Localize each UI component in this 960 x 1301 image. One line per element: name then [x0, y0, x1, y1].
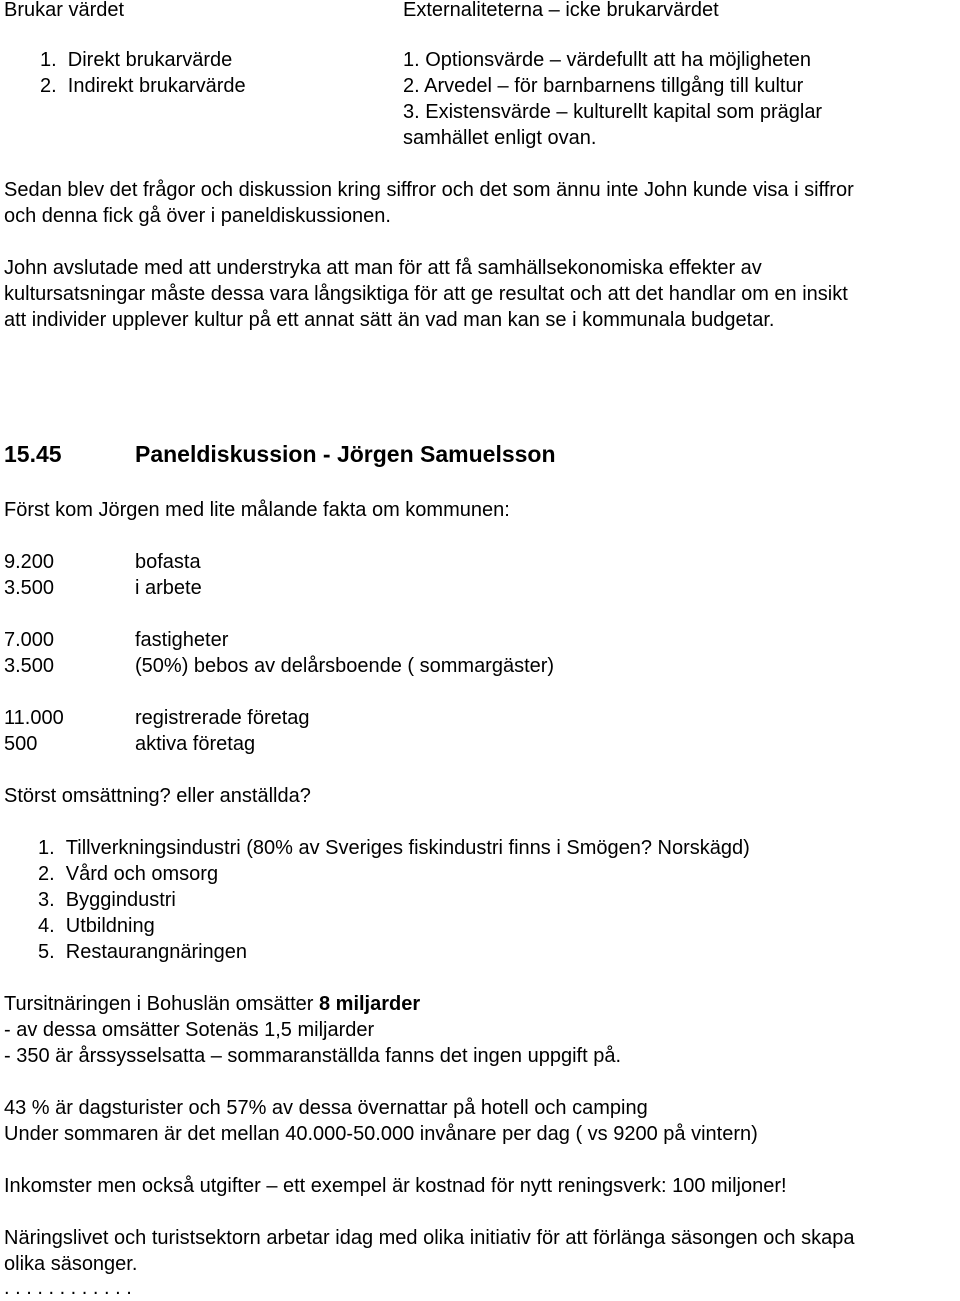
fact-number: 500 [4, 733, 38, 755]
left-item-2-text: Indirekt brukarvärde [67, 75, 246, 97]
tourism-line-2: - av dessa omsätter Sotenäs 1,5 miljarder [4, 1019, 375, 1041]
right-item-2-text: Arvedel – för barnbarnens tillgång till kultur [424, 75, 804, 97]
fact-number: 3.500 [4, 655, 55, 677]
income-line: Inkomster men också utgifter – ett exempel är kostnad för nytt reningsverk: 100 miljoner! [4, 1175, 787, 1197]
question-line: Störst omsättning? eller anställda? [4, 785, 311, 807]
industry-item: 4. Utbildning [38, 915, 155, 937]
section-intro: Först kom Jörgen med lite målande fakta om kommunen: [4, 499, 510, 521]
fact-label: aktiva företag [135, 733, 256, 755]
visitors-line-1: 43 % är dagsturister och 57% av dessa övernattar på hotell och camping [4, 1097, 648, 1119]
fact-row [4, 653, 54, 679]
fact-number: 3.500 [4, 577, 55, 599]
fact-number: 7.000 [4, 629, 55, 651]
fact-row [4, 731, 37, 757]
industry-item: 3. Byggindustri [38, 889, 176, 911]
paragraph-2-line-3: att individer upplever kultur på ett annat sätt än vad man kan se i kommunala budgetar. [4, 309, 775, 331]
industry-text: Tillverkningsindustri (80% av Sveriges fiskindustri finns i Smögen? Norskägd) [65, 837, 750, 859]
fact-number: 9.200 [4, 551, 55, 573]
industry-text: Byggindustri [65, 889, 176, 911]
fact-row [4, 705, 64, 731]
paragraph-2-line-2: kultursatsningar måste dessa vara långsiktiga för att ge resultat och att det handlar om en insikt [4, 283, 848, 305]
industry-text: Vård och omsorg [65, 863, 219, 885]
business-line-1: Näringslivet och turistsektorn arbetar idag med olika initiativ för att förlänga säsongen och skapa [4, 1227, 855, 1249]
right-item-2: 2. Arvedel – för barnbarnens tillgång till kultur [403, 75, 804, 97]
right-item-3: 3. Existensvärde – kulturellt kapital som präglar [403, 101, 823, 123]
business-dots: . . . . . . . . . . . . [4, 1277, 132, 1299]
right-item-1: 1. Optionsvärde – värdefullt att ha möjligheten [403, 49, 812, 71]
paragraph-1-line-1: Sedan blev det frågor och diskussion kring siffror och det som ännu inte John kunde visa i siffror [4, 179, 854, 201]
left-item-1-text: Direkt brukarvärde [67, 49, 233, 71]
fact-label: (50%) bebos av delårsboende ( sommargäster) [135, 655, 555, 677]
left-item-1: 1. Direkt brukarvärde [40, 49, 233, 71]
section-title: Paneldiskussion - Jörgen Samuelsson [135, 441, 556, 467]
visitors-line-2: Under sommaren är det mellan 40.000-50.000 invånare per dag ( vs 9200 på vintern) [4, 1123, 758, 1145]
section-time: 15.45 [4, 441, 62, 467]
right-heading: Externaliteterna – icke brukarvärdet [403, 0, 719, 21]
tourism-line-1-text: Tursitnäringen i Bohuslän omsätter [4, 993, 319, 1015]
industry-text: Utbildning [65, 915, 155, 937]
left-heading: Brukar värdet [4, 0, 125, 21]
tourism-line-1 [4, 991, 420, 1017]
paragraph-1-line-2: och denna fick gå över i paneldiskussionen. [4, 205, 391, 227]
industry-text: Restaurangnäringen [65, 941, 248, 963]
fact-label: bofasta [135, 551, 201, 573]
right-item-3-cont: samhället enligt ovan. [403, 127, 597, 149]
business-line-2: olika säsonger. [4, 1253, 138, 1275]
fact-label: fastigheter [135, 629, 229, 651]
left-item-2: 2. Indirekt brukarvärde [40, 75, 246, 97]
fact-number: 11.000 [4, 707, 64, 729]
fact-row [4, 575, 54, 601]
tourism-line-3: - 350 är årssysselsatta – sommaranställda fanns det ingen uppgift på. [4, 1045, 622, 1067]
fact-row [4, 549, 54, 575]
right-item-1-text: Optionsvärde – värdefullt att ha möjligheten [425, 49, 812, 71]
right-item-3-text: Existensvärde – kulturellt kapital som präglar [425, 101, 823, 123]
industry-item: 1. Tillverkningsindustri (80% av Sveriges fiskindustri finns i Smögen? Norskägd) [38, 837, 750, 859]
fact-label: registrerade företag [135, 707, 310, 729]
fact-row [4, 627, 54, 653]
industry-item: 2. Vård och omsorg [38, 863, 219, 885]
tourism-amount: 8 miljarder [318, 993, 421, 1015]
paragraph-2-line-1: John avslutade med att understryka att man för att få samhällsekonomiska effekter av [4, 257, 762, 279]
industry-item: 5. Restaurangnäringen [38, 941, 248, 963]
fact-label: i arbete [135, 577, 202, 599]
